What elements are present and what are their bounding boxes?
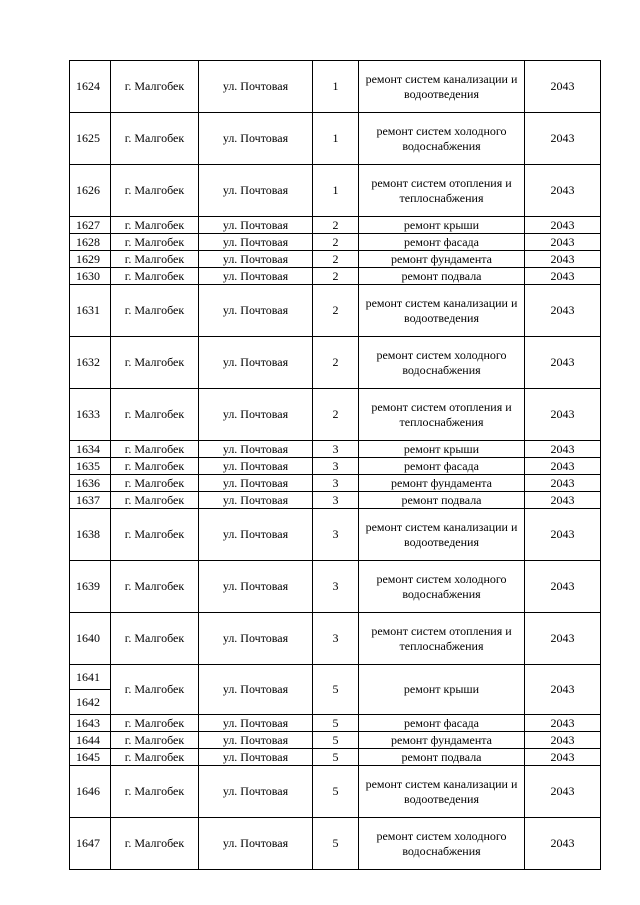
- work-type-cell: ремонт фасада: [359, 715, 525, 732]
- table-row: [70, 732, 601, 749]
- table-row: [70, 337, 601, 389]
- table-row: [70, 113, 601, 165]
- work-type-cell: ремонт фундамента: [359, 732, 525, 749]
- work-type-cell: ремонт систем канализации и водоотведения: [359, 766, 525, 818]
- house-number-cell: 3: [313, 561, 359, 613]
- house-number-cell: 2: [313, 251, 359, 268]
- year-cell: 2043: [525, 113, 601, 165]
- work-type-cell: ремонт систем холодного водоснабжения: [359, 113, 525, 165]
- work-type-cell: ремонт фундамента: [359, 475, 525, 492]
- row-number-cell: 1643: [70, 715, 111, 732]
- house-number-cell: 5: [313, 732, 359, 749]
- table-row: [70, 61, 601, 113]
- work-type-cell: ремонт крыши: [359, 665, 525, 715]
- row-number-cell: 1627: [70, 217, 111, 234]
- house-number-cell: 5: [313, 766, 359, 818]
- row-number-cell: 1630: [70, 268, 111, 285]
- house-number-cell: 3: [313, 613, 359, 665]
- work-type-cell: ремонт подвала: [359, 492, 525, 509]
- work-type-cell: ремонт фасада: [359, 234, 525, 251]
- house-number-cell: 3: [313, 492, 359, 509]
- house-number-cell: 2: [313, 234, 359, 251]
- row-number-cell: 1640: [70, 613, 111, 665]
- street-cell: ул. Почтовая: [199, 113, 313, 165]
- house-number-cell: 3: [313, 509, 359, 561]
- table-row: [70, 561, 601, 613]
- row-number-cell: 1639: [70, 561, 111, 613]
- city-cell: г. Малгобек: [111, 217, 199, 234]
- work-type-cell: ремонт крыши: [359, 217, 525, 234]
- street-cell: ул. Почтовая: [199, 715, 313, 732]
- work-type-cell: ремонт фундамента: [359, 251, 525, 268]
- house-number-cell: 2: [313, 217, 359, 234]
- repair-schedule-table: [69, 60, 601, 870]
- work-type-cell: ремонт систем холодного водоснабжения: [359, 818, 525, 870]
- year-cell: 2043: [525, 766, 601, 818]
- work-type-cell: ремонт систем холодного водоснабжения: [359, 337, 525, 389]
- city-cell: г. Малгобек: [111, 613, 199, 665]
- house-number-cell: 1: [313, 165, 359, 217]
- city-cell: г. Малгобек: [111, 441, 199, 458]
- row-number-cell: 1645: [70, 749, 111, 766]
- street-cell: ул. Почтовая: [199, 732, 313, 749]
- house-number-cell: 2: [313, 285, 359, 337]
- city-cell: г. Малгобек: [111, 766, 199, 818]
- city-cell: г. Малгобек: [111, 492, 199, 509]
- street-cell: ул. Почтовая: [199, 285, 313, 337]
- table-row: [70, 285, 601, 337]
- house-number-cell: 2: [313, 268, 359, 285]
- street-cell: ул. Почтовая: [199, 665, 313, 715]
- house-number-cell: 5: [313, 715, 359, 732]
- street-cell: ул. Почтовая: [199, 561, 313, 613]
- work-type-cell: ремонт систем канализации и водоотведения: [359, 509, 525, 561]
- year-cell: 2043: [525, 234, 601, 251]
- year-cell: 2043: [525, 285, 601, 337]
- row-number-cell: 1637: [70, 492, 111, 509]
- year-cell: 2043: [525, 492, 601, 509]
- table-row: [70, 268, 601, 285]
- house-number-cell: 2: [313, 337, 359, 389]
- table-row: [70, 766, 601, 818]
- table-row: [70, 217, 601, 234]
- street-cell: ул. Почтовая: [199, 458, 313, 475]
- city-cell: г. Малгобек: [111, 234, 199, 251]
- work-type-cell: ремонт подвала: [359, 268, 525, 285]
- street-cell: ул. Почтовая: [199, 61, 313, 113]
- year-cell: 2043: [525, 441, 601, 458]
- work-type-cell: ремонт систем отопления и теплоснабжения: [359, 613, 525, 665]
- city-cell: г. Малгобек: [111, 818, 199, 870]
- street-cell: ул. Почтовая: [199, 492, 313, 509]
- row-number-cell: 1644: [70, 732, 111, 749]
- city-cell: г. Малгобек: [111, 749, 199, 766]
- year-cell: 2043: [525, 665, 601, 715]
- row-number-cell: 1633: [70, 389, 111, 441]
- city-cell: г. Малгобек: [111, 475, 199, 492]
- year-cell: 2043: [525, 458, 601, 475]
- work-type-cell: ремонт фасада: [359, 458, 525, 475]
- year-cell: 2043: [525, 217, 601, 234]
- table-row: [70, 251, 601, 268]
- table-row: [70, 665, 601, 690]
- row-number-cell: 1628: [70, 234, 111, 251]
- year-cell: 2043: [525, 732, 601, 749]
- house-number-cell: 5: [313, 818, 359, 870]
- city-cell: г. Малгобек: [111, 268, 199, 285]
- year-cell: 2043: [525, 389, 601, 441]
- row-number-cell: 1641: [70, 665, 111, 690]
- table-row: [70, 234, 601, 251]
- street-cell: ул. Почтовая: [199, 818, 313, 870]
- row-number-cell: 1638: [70, 509, 111, 561]
- year-cell: 2043: [525, 61, 601, 113]
- city-cell: г. Малгобек: [111, 732, 199, 749]
- street-cell: ул. Почтовая: [199, 766, 313, 818]
- table-row: [70, 818, 601, 870]
- street-cell: ул. Почтовая: [199, 251, 313, 268]
- city-cell: г. Малгобек: [111, 285, 199, 337]
- row-number-cell: 1642: [70, 690, 111, 715]
- year-cell: 2043: [525, 818, 601, 870]
- row-number-cell: 1635: [70, 458, 111, 475]
- house-number-cell: 3: [313, 475, 359, 492]
- city-cell: г. Малгобек: [111, 61, 199, 113]
- street-cell: ул. Почтовая: [199, 441, 313, 458]
- row-number-cell: 1626: [70, 165, 111, 217]
- year-cell: 2043: [525, 749, 601, 766]
- work-type-cell: ремонт подвала: [359, 749, 525, 766]
- house-number-cell: 5: [313, 665, 359, 715]
- city-cell: г. Малгобек: [111, 165, 199, 217]
- table-row: [70, 389, 601, 441]
- city-cell: г. Малгобек: [111, 251, 199, 268]
- street-cell: ул. Почтовая: [199, 475, 313, 492]
- city-cell: г. Малгобек: [111, 561, 199, 613]
- table-row: [70, 475, 601, 492]
- street-cell: ул. Почтовая: [199, 268, 313, 285]
- city-cell: г. Малгобек: [111, 389, 199, 441]
- house-number-cell: 1: [313, 113, 359, 165]
- house-number-cell: 5: [313, 749, 359, 766]
- table-row: [70, 441, 601, 458]
- table-row: [70, 509, 601, 561]
- house-number-cell: 3: [313, 458, 359, 475]
- year-cell: 2043: [525, 561, 601, 613]
- city-cell: г. Малгобек: [111, 509, 199, 561]
- row-number-cell: 1647: [70, 818, 111, 870]
- city-cell: г. Малгобек: [111, 113, 199, 165]
- year-cell: 2043: [525, 475, 601, 492]
- house-number-cell: 2: [313, 389, 359, 441]
- work-type-cell: ремонт крыши: [359, 441, 525, 458]
- year-cell: 2043: [525, 337, 601, 389]
- row-number-cell: 1624: [70, 61, 111, 113]
- table-row: [70, 458, 601, 475]
- year-cell: 2043: [525, 509, 601, 561]
- street-cell: ул. Почтовая: [199, 234, 313, 251]
- city-cell: г. Малгобек: [111, 458, 199, 475]
- table-row: [70, 492, 601, 509]
- street-cell: ул. Почтовая: [199, 509, 313, 561]
- street-cell: ул. Почтовая: [199, 217, 313, 234]
- row-number-cell: 1632: [70, 337, 111, 389]
- row-number-cell: 1636: [70, 475, 111, 492]
- row-number-cell: 1646: [70, 766, 111, 818]
- work-type-cell: ремонт систем отопления и теплоснабжения: [359, 165, 525, 217]
- row-number-cell: 1631: [70, 285, 111, 337]
- street-cell: ул. Почтовая: [199, 749, 313, 766]
- table-body: [70, 61, 601, 870]
- work-type-cell: ремонт систем холодного водоснабжения: [359, 561, 525, 613]
- table-row: [70, 165, 601, 217]
- city-cell: г. Малгобек: [111, 715, 199, 732]
- row-number-cell: 1625: [70, 113, 111, 165]
- year-cell: 2043: [525, 251, 601, 268]
- work-type-cell: ремонт систем отопления и теплоснабжения: [359, 389, 525, 441]
- work-type-cell: ремонт систем канализации и водоотведения: [359, 285, 525, 337]
- city-cell: г. Малгобек: [111, 337, 199, 389]
- street-cell: ул. Почтовая: [199, 165, 313, 217]
- street-cell: ул. Почтовая: [199, 613, 313, 665]
- row-number-cell: 1634: [70, 441, 111, 458]
- work-type-cell: ремонт систем канализации и водоотведения: [359, 61, 525, 113]
- year-cell: 2043: [525, 715, 601, 732]
- year-cell: 2043: [525, 613, 601, 665]
- table-row: [70, 749, 601, 766]
- street-cell: ул. Почтовая: [199, 389, 313, 441]
- table-row: [70, 613, 601, 665]
- row-number-cell: 1629: [70, 251, 111, 268]
- house-number-cell: 3: [313, 441, 359, 458]
- house-number-cell: 1: [313, 61, 359, 113]
- street-cell: ул. Почтовая: [199, 337, 313, 389]
- table-row: [70, 715, 601, 732]
- year-cell: 2043: [525, 165, 601, 217]
- year-cell: 2043: [525, 268, 601, 285]
- city-cell: г. Малгобек: [111, 665, 199, 715]
